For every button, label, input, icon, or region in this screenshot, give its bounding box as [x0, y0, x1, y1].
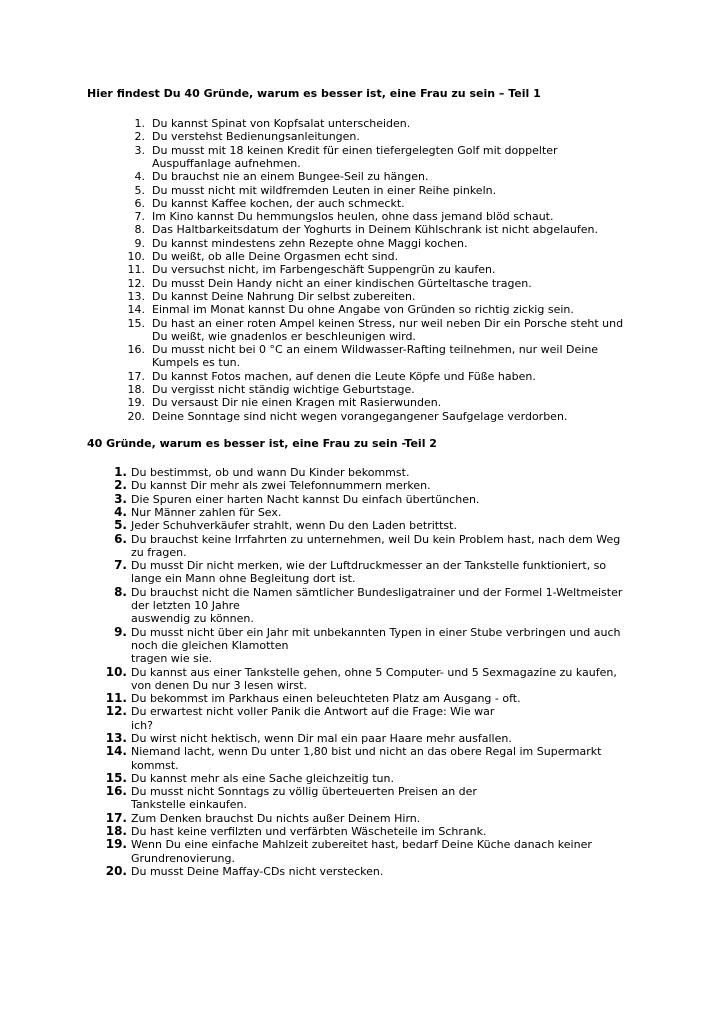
list-item-text [152, 184, 496, 197]
list-item-number: 8. [114, 584, 127, 599]
list-item-number: 3. [114, 491, 127, 506]
part2-heading: 40 Gründe, warum es besser ist, eine Frau zu sein -Teil 2 [87, 437, 437, 450]
list-item-number: 12. [105, 704, 127, 719]
list-item-text [131, 772, 394, 785]
list-item-number: 20. [127, 409, 145, 423]
list-item-line: Du musst nicht Sonntags zu völlig überteuerten Preisen an der [131, 785, 477, 799]
list-item-line: Niemand lacht, wenn Du unter 1,80 bist und nicht an das obere Regal im Supermarkt [131, 745, 602, 759]
list-item-number: 14. [105, 744, 127, 759]
list-item-line: Kumpels es tun. [152, 356, 241, 370]
list-item-number: 18. [105, 824, 127, 839]
list-item-text [131, 466, 409, 479]
list-item-line: Einmal im Monat kannst Du ohne Angabe von Gründen so richtig zickig sein. [152, 303, 574, 317]
list-item-line: Du kannst Spinat von Kopfsalat unterscheiden. [152, 117, 411, 130]
list-item-number: 13. [105, 731, 127, 745]
list-item-line: Du kannst Dir mehr als zwei Telefonnummern merken. [131, 479, 431, 493]
list-item-text [152, 223, 598, 236]
list-item-number: 12. [127, 276, 145, 290]
list-item-line: Du kannst Deine Nahrung Dir selbst zubereiten. [152, 289, 416, 303]
list-item-line: Du weißt, ob alle Deine Orgasmen echt sind. [152, 250, 399, 263]
list-item-number: 9. [134, 236, 145, 250]
list-item-text [152, 170, 428, 183]
list-item-text [131, 745, 601, 772]
list-item-line: Du versuchst nicht, im Farbengeschäft Suppengrün zu kaufen. [152, 263, 496, 277]
list-item-line: Deine Sonntage sind nicht wegen vorangegangener Saufgelage verdorben. [152, 409, 568, 423]
list-item-number: 17. [127, 369, 145, 383]
list-item-line: Du verstehst Bedienungsanleitungen. [152, 130, 360, 144]
list-item-line: zu fragen. [131, 545, 187, 559]
list-item-number: 9. [114, 624, 127, 639]
list-item-line: Du kannst Fotos machen, auf denen die Leute Köpfe und Füße haben. [152, 369, 536, 383]
list-item-number: 17. [105, 810, 127, 825]
list-item-number: 4. [114, 504, 127, 519]
list-item-text [152, 370, 536, 383]
list-item-text [131, 533, 620, 560]
list-item-text [152, 263, 496, 276]
list-item-line: Du brauchst keine Irrfahrten zu unternehmen, weil Du kein Problem hast, nach dem Weg [131, 532, 621, 546]
list-item-line: Du bekommst im Parkhaus einen beleuchteten Platz am Ausgang - oft. [131, 692, 521, 706]
list-item-line: Du bestimmst, ob und wann Du Kinder bekommst. [131, 466, 410, 479]
list-item-number: 1. [134, 117, 145, 130]
list-item-number: 11. [127, 263, 145, 277]
list-item-number: 8. [134, 223, 145, 237]
list-item-text [131, 493, 479, 506]
list-item-text [131, 586, 622, 626]
list-item-number: 5. [114, 518, 127, 533]
list-item-line: kommst. [131, 758, 179, 772]
list-item-number: 10. [127, 250, 145, 263]
list-item-number: 4. [134, 170, 145, 184]
list-item-line: Du musst nicht über ein Jahr mit unbekannten Typen in einer Stube verbringen und auch [131, 625, 621, 639]
list-item-line: Du musst Deine Maffay-CDs nicht verstecken. [131, 865, 384, 878]
list-item-text [131, 666, 617, 693]
list-item-text [152, 410, 567, 423]
list-item-number: 15. [127, 316, 145, 330]
list-item-line: noch die gleichen Klamotten [131, 638, 289, 652]
list-item-text [152, 277, 532, 290]
list-item-line: Du vergisst nicht ständig wichtige Geburtstage. [152, 383, 415, 396]
list-item-number: 2. [114, 478, 127, 493]
list-item-text [131, 506, 281, 519]
list-item-text [131, 479, 431, 492]
list-item-number: 7. [114, 558, 127, 573]
list-item-text [131, 785, 477, 812]
list-item-text [152, 250, 398, 263]
list-item-text [152, 237, 468, 250]
list-item-line: Die Spuren einer harten Nacht kannst Du einfach übertünchen. [131, 492, 480, 506]
list-item-line: Du musst mit 18 keinen Kredit für einen tiefergelegten Golf mit doppelter [152, 143, 558, 157]
list-item-text [131, 865, 383, 878]
list-item-number: 20. [105, 864, 127, 878]
list-item-number: 16. [105, 784, 127, 799]
list-item-line: Jeder Schuhverkäufer strahlt, wenn Du den Laden betrittst. [131, 519, 457, 533]
list-item-text [131, 626, 621, 666]
list-item-text [131, 519, 457, 532]
list-item-number: 18. [127, 383, 145, 396]
list-item-number: 5. [134, 183, 145, 197]
list-item-text [152, 117, 410, 130]
list-item-text [131, 838, 592, 865]
list-item-line: Du musst nicht mit wildfremden Leuten in einer Reihe pinkeln. [152, 183, 497, 197]
list-item-line: Du musst Dir nicht merken, wie der Luftdruckmesser an der Tankstelle funktioniert, so [131, 559, 607, 573]
list-item-line: Das Haltbarkeitsdatum der Yoghurts in Deinem Kühlschrank ist nicht abgelaufen. [152, 223, 598, 237]
list-item-line: Zum Denken brauchst Du nichts außer Deinem Hirn. [131, 811, 421, 825]
list-item-line: Im Kino kannst Du hemmungslos heulen, ohne dass jemand blöd schaut. [152, 210, 554, 224]
list-item-text [131, 705, 494, 732]
list-item-text [152, 343, 598, 370]
list-item-line: lange ein Mann ohne Begleitung dort ist. [131, 572, 356, 586]
list-item-text [152, 303, 574, 316]
list-item-line: Du brauchst nicht die Namen sämtlicher Bundesligatrainer und der Formel 1-Weltmeister [131, 585, 623, 599]
list-item-line: Du erwartest nicht voller Panik die Antwort auf die Frage: Wie war [131, 705, 495, 719]
list-item-number: 2. [134, 130, 145, 144]
list-item-line: auswendig zu können. [131, 612, 254, 626]
list-item-number: 1. [114, 465, 127, 479]
list-item-line: ich? [131, 718, 153, 732]
list-item-line: tragen wie sie. [131, 652, 213, 666]
list-item-text [131, 812, 420, 825]
list-item-line: von denen Du nur 3 lesen wirst. [131, 678, 307, 692]
list-item-number: 10. [105, 664, 127, 679]
list-item-line: Du wirst nicht hektisch, wenn Dir mal ein paar Haare mehr ausfallen. [131, 732, 512, 745]
list-item-line: der letzten 10 Jahre [131, 598, 240, 612]
list-item-number: 3. [134, 143, 145, 157]
list-item-text [152, 383, 415, 396]
list-item-line: Nur Männer zahlen für Sex. [131, 505, 282, 519]
list-item-text [152, 396, 441, 409]
list-item-text [152, 290, 416, 303]
list-item-text [152, 144, 558, 171]
list-item-text [131, 559, 606, 586]
list-item-line: Du hast an einer roten Ampel keinen Stress, nur weil neben Dir ein Porsche steht und [152, 316, 624, 330]
list-item-number: 6. [114, 531, 127, 546]
list-item-number: 7. [134, 210, 145, 224]
list-item-text [152, 130, 360, 143]
list-item-text [131, 732, 512, 745]
list-item-line: Du kannst mehr als eine Sache gleichzeitig tun. [131, 771, 394, 785]
list-item-line: Auspuffanlage aufnehmen. [152, 156, 301, 170]
list-item-text [152, 210, 553, 223]
list-item-line: Du brauchst nie an einem Bungee-Seil zu hängen. [152, 170, 429, 184]
list-item-number: 14. [127, 303, 145, 317]
list-item-text [131, 692, 521, 705]
part1-heading: Hier findest Du 40 Gründe, warum es besser ist, eine Frau zu sein – Teil 1 [87, 87, 541, 100]
list-item-line: Du kannst mindestens zehn Rezepte ohne Maggi kochen. [152, 236, 468, 250]
list-item-line: Du kannst Kaffee kochen, der auch schmeckt. [152, 196, 405, 210]
list-item-number: 19. [127, 396, 145, 410]
list-item-line: Du versaust Dir nie einen Kragen mit Rasierwunden. [152, 396, 442, 410]
list-item-number: 6. [134, 196, 145, 210]
list-item-text [152, 317, 623, 344]
list-item-number: 16. [127, 343, 145, 357]
list-item-line: Grundrenovierung. [131, 851, 236, 865]
list-item-number: 13. [127, 289, 145, 303]
list-item-number: 15. [105, 770, 127, 785]
list-item-line: Du kannst aus einer Tankstelle gehen, ohne 5 Computer- und 5 Sexmagazine zu kaufen, [131, 665, 617, 679]
list-item-line: Du weißt, wie gnadenlos er beschleunigen wird. [152, 329, 416, 343]
list-item-number: 19. [105, 837, 127, 852]
list-item-line: Du musst nicht bei 0 °C an einem Wildwasser-Rafting teilnehmen, nur weil Deine [152, 343, 599, 357]
list-item-line: Tankstelle einkaufen. [131, 798, 247, 812]
list-item-number: 11. [105, 691, 127, 706]
list-item-line: Du hast keine verfilzten und verfärbten Wäscheteile im Schrank. [131, 825, 487, 839]
list-item-text [131, 825, 487, 838]
list-item-line: Du musst Dein Handy nicht an einer kindischen Gürteltasche tragen. [152, 276, 532, 290]
list-item-line: Wenn Du eine einfache Mahlzeit zubereitet hast, bedarf Deine Küche danach keiner [131, 838, 592, 852]
list-item-text [152, 197, 405, 210]
